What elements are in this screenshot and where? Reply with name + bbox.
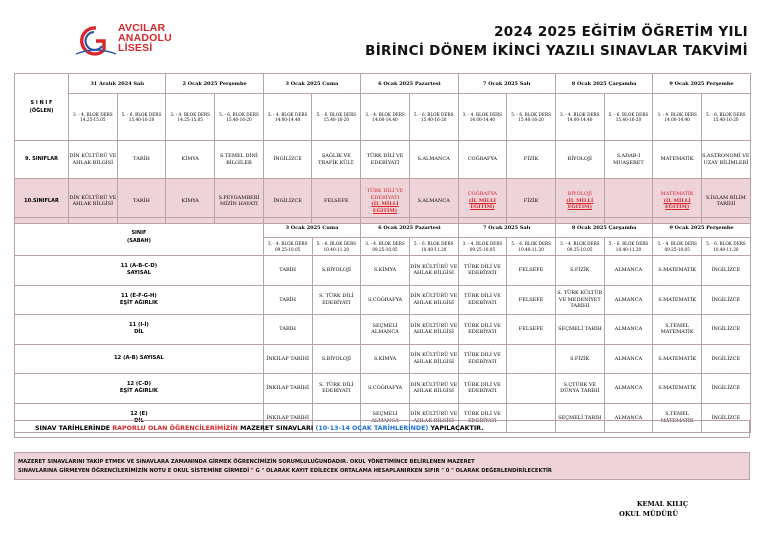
exam-cell: TÜRK DİLİ VE EDEBİYATI xyxy=(458,344,507,374)
exam-cell: İNKILAP TARİHİ xyxy=(263,344,312,374)
exam-cell: S.TEMEL MATEMATİK xyxy=(653,403,702,433)
exam-subject: TARİH xyxy=(133,197,150,204)
exam-cell xyxy=(409,141,458,179)
morning-sinif-label: SINIF (SABAH) xyxy=(15,218,264,256)
time-slot: 3. - 4. BLOK DERS 14.00-14.40 xyxy=(555,94,604,141)
time-slot: 5. - 6. BLOK DERS 10.40-11.20 xyxy=(702,238,751,256)
exam-subject: S.İSLAM BİLİM TARİHİ xyxy=(705,194,746,207)
exam-cell: S.MATEMATİK xyxy=(653,285,702,315)
time-slot: 5. - 6. BLOK DERS 15.40-16-20 xyxy=(312,94,361,141)
time-slot: 5. - 6. BLOK DERS 15.40-16-20 xyxy=(117,94,166,141)
time-slot: 5. - 6. BLOK DERS 15.40-16-20 xyxy=(215,94,264,141)
exam-cell: ALMANCA xyxy=(604,285,653,315)
date-header: 9 Ocak 2025 Perşembe xyxy=(653,218,750,238)
exam-subject: S.ALMANCA xyxy=(417,156,450,163)
exam-cell xyxy=(312,315,361,345)
class-label xyxy=(15,256,264,286)
exam-cell xyxy=(117,141,166,179)
exam-subject: TÜRK DİLİ VE EDEBİYATI xyxy=(366,153,404,166)
class-label: 9. SINIFLAR xyxy=(15,141,69,179)
exam-cell: DİN KÜLTÜRÜ VE AHLAK BİLGİSİ xyxy=(409,285,458,315)
exam-cell: S.MATEMATİK xyxy=(653,374,702,404)
exam-cell: TÜRK DİLİ VE EDEBİYATI xyxy=(458,403,507,433)
exam-cell xyxy=(458,141,507,179)
exam-subject: FİZİK xyxy=(523,197,539,204)
principal-title: OKUL MÜDÜRÜ xyxy=(619,510,678,518)
time-slot: 3. - 4. BLOK DERS 14.25-15.05 xyxy=(69,94,118,141)
class-label xyxy=(15,374,264,404)
date-header: 7 Ocak 2025 Salı xyxy=(458,74,555,94)
milli-egitim-tag: (İL MİLLİ EĞİTİM) xyxy=(371,201,399,214)
exam-cell: SEÇMELİ ALMANCA xyxy=(361,403,410,433)
exam-cell: DİN KÜLTÜRÜ VE AHLAK BİLGİSİ xyxy=(409,315,458,345)
date-header: 8 Ocak 2025 Çarşamba xyxy=(555,74,652,94)
exam-subject: DİN KÜLTÜRÜ VE AHLAK BİLGİSİ xyxy=(69,153,117,166)
exam-cell: İNGİLİZCE xyxy=(702,315,751,345)
time-slot: 3. - 4. BLOK DERS 14.00-14.40 xyxy=(653,94,702,141)
time-slot: 5. - 6. BLOK DERS 15.40-16-20 xyxy=(604,94,653,141)
date-header: 6 Ocak 2025 Pazartesi xyxy=(361,218,458,238)
exam-cell: ALMANCA xyxy=(604,315,653,345)
time-slot: 5. - 6. BLOK DERS 15.40-16-20 xyxy=(507,94,556,141)
time-slot: 3. - 4. BLOK DERS 09.25-10.05 xyxy=(361,238,410,256)
exam-subject: S.TEMEL DİNİ BİLGİLER xyxy=(220,153,258,166)
note-text-3: MAZERET SINAVLARI xyxy=(240,425,314,432)
exam-cell: S.COĞRAFYA xyxy=(361,374,410,404)
exam-cell: TÜRK DİLİ VE EDEBİYATI xyxy=(458,374,507,404)
exam-cell: DİN KÜLTÜRÜ VE AHLAK BİLGİSİ xyxy=(409,256,458,286)
exam-cell: SEÇMELİ TARİH xyxy=(555,403,604,433)
exam-cell: TÜRK DİLİ VE EDEBİYATI xyxy=(458,315,507,345)
milli-egitim-tag: (İL MİLLİ EĞİTİM) xyxy=(566,197,594,211)
exam-subject: DİN KÜLTÜRÜ VE AHLAK BİLGİSİ xyxy=(69,194,117,207)
warning-line-2: SINAVLARINA GİRMEYEN ÖĞRENCİLERİMİZİN NOTU E OKUL SİSTEMİNE GİRMEDİ " G " OLARAK KAYIT EDİLECEK ORTALAMA HESAPLANIRKEN SIFIR " 0 " OLARAK DEĞERLENDİRİLECEKTİR xyxy=(18,468,552,474)
date-header: 9 Ocak 2025 Perşembe xyxy=(653,74,750,94)
note-text-4: (10-13-14 OCAK TARİHLERİNDE) xyxy=(315,425,429,432)
time-slot: 3. - 4. BLOK DERS 09.25-10.05 xyxy=(458,238,507,256)
exam-cell: TARİH xyxy=(263,256,312,286)
class-label-text: 12 (C-D) EŞİT AĞIRLIK xyxy=(119,381,158,395)
exam-cell: S.BİYOLOJİ xyxy=(312,256,361,286)
page-subtitle: BİRİNCİ DÖNEM İKİNCİ YAZILI SINAVLAR TAKVİMİ xyxy=(365,43,748,59)
exam-cell: İNGİLİZCE xyxy=(702,256,751,286)
class-label xyxy=(15,315,264,345)
exam-cell: S.TEMEL MATEMATİK xyxy=(653,315,702,345)
time-slot: 3. - 4. BLOK DERS 14.25-15.05 xyxy=(166,94,215,141)
exam-cell: ALMANCA xyxy=(604,374,653,404)
makeup-warning-box xyxy=(14,452,750,480)
exam-cell: S. TÜRK DİLİ EDEBİYATI xyxy=(312,374,361,404)
exam-subject: S.ADAB-I MUAŞERET xyxy=(613,153,644,166)
exam-subject: BİYOLOJİ xyxy=(567,156,592,163)
exam-cell: ALMANCA xyxy=(604,256,653,286)
exam-subject: FELSEFE xyxy=(323,197,349,204)
exam-subject: MATEMATİK xyxy=(660,191,694,198)
exam-subject: COĞRAFYA xyxy=(467,191,498,198)
date-header: 7 Ocak 2025 Salı xyxy=(458,218,555,238)
exam-subject: BİYOLOJİ xyxy=(567,191,592,198)
milli-egitim-tag: (İL MİLLİ EĞİTİM) xyxy=(468,197,496,211)
exam-cell: FELSEFE xyxy=(507,315,556,345)
class-label-text: 12 (E) DİL xyxy=(130,410,148,424)
exam-cell: İNGİLİZCE xyxy=(702,344,751,374)
morning-schedule-table xyxy=(14,217,751,433)
exam-cell: S.COĞRAFYA xyxy=(361,285,410,315)
exam-cell: TARİH xyxy=(263,285,312,315)
exam-cell: İNGİLİZCE xyxy=(702,374,751,404)
warning-line-1: MAZERET SINAVLARINI TAKİP ETMEK VE SINAVLARA ZAMANINDA GİRMEK ÖĞRENCİMİZİN SORUMLULUĞUNDADIR. OKUL YÖNETİMİNCE BELİRLENEN MAZERET xyxy=(18,459,475,465)
milli-egitim-tag: (İL MİLLİ EĞİTİM) xyxy=(663,197,691,211)
table-row xyxy=(15,256,751,286)
time-slot: 5. - 6. BLOK DERS 15.40-16-20 xyxy=(701,94,750,141)
exam-cell: S. TÜRK KÜLTÜR VE MEDENİYET TARİHİ xyxy=(555,285,604,315)
exam-cell xyxy=(507,344,556,374)
exam-cell: İNGİLİZCE xyxy=(702,285,751,315)
exam-cell: İNGİLİZCE xyxy=(702,403,751,433)
date-header: 3 Ocak 2025 Cuma xyxy=(263,218,360,238)
exam-cell xyxy=(361,141,410,179)
exam-cell xyxy=(312,141,361,179)
exam-cell: TÜRK DİLİ VE EDEBİYATI xyxy=(458,256,507,286)
exam-cell: TÜRK DİLİ VE EDEBİYATI xyxy=(458,285,507,315)
exam-cell xyxy=(555,141,604,179)
exam-subject: İNGİLİZCE xyxy=(273,197,302,204)
time-slot: 3. - 4. BLOK DERS 14.00-14.40 xyxy=(458,94,507,141)
afternoon-sinif-label: S I N I F (ÖĞLEN) xyxy=(15,74,69,141)
time-slot: 5. - 6. BLOK DERS 15.40-16-20 xyxy=(409,94,458,141)
class-label-text: 11 (I-İ) DİL xyxy=(129,322,149,336)
exam-cell xyxy=(166,141,215,179)
class-label-text: 12 (A-B) SAYISAL xyxy=(114,355,164,362)
table-row xyxy=(15,374,751,404)
exam-cell: İNKILAP TARİHİ xyxy=(263,374,312,404)
exam-cell: DİN KÜLTÜRÜ VE AHLAK BİLGİSİ xyxy=(409,344,458,374)
exam-cell xyxy=(507,374,556,404)
exam-cell: ALMANCA xyxy=(604,403,653,433)
exam-cell xyxy=(69,141,118,179)
class-label xyxy=(15,344,264,374)
exam-subject: SAĞLIK VE TRAFİK KÜLT. xyxy=(318,153,355,166)
makeup-exam-note xyxy=(14,420,750,438)
table-row xyxy=(15,344,751,374)
time-slot: 3. - 4. BLOK DERS 14.00-14.40 xyxy=(263,94,312,141)
exam-cell: S.MATEMATİK xyxy=(653,344,702,374)
exam-cell: FELSEFE xyxy=(507,256,556,286)
class-label: 10.SINIFLAR xyxy=(15,179,69,224)
page-title: 2024 2025 EĞİTİM ÖĞRETİM YILI xyxy=(494,24,748,40)
exam-cell: S.BİYOLOJİ xyxy=(312,344,361,374)
exam-subject: TÜRK DİLİ VE EDEBİYATI xyxy=(366,188,404,201)
time-slot: 3. - 4. BLOK DERS 09.25-10.05 xyxy=(263,238,312,256)
exam-cell: S.FİZİK xyxy=(555,256,604,286)
exam-subject: FİZİK xyxy=(523,156,539,163)
exam-cell: SEÇMELİ ALMANCA xyxy=(361,315,410,345)
time-slot: 5. - 6. BLOK DERS 10.40-11.20 xyxy=(409,238,458,256)
exam-cell: S.FİZİK xyxy=(555,344,604,374)
time-slot: 3. - 4. BLOK DERS 09.25-10.05 xyxy=(555,238,604,256)
exam-cell xyxy=(263,141,312,179)
date-header: 8 Ocak 2025 Çarşamba xyxy=(555,218,652,238)
date-header: 3 Ocak 2025 Cuma xyxy=(263,74,360,94)
exam-cell: SEÇMELİ TARİH xyxy=(555,315,604,345)
date-header: 31 Aralık 2024 Salı xyxy=(69,74,166,94)
class-label-text: 11 (E-F-G-H) EŞİT AĞIRLIK xyxy=(119,292,158,306)
exam-subject: S.ALMANCA xyxy=(417,197,450,204)
exam-cell xyxy=(604,141,653,179)
date-header: 6 Ocak 2025 Pazartesi xyxy=(361,74,458,94)
exam-cell xyxy=(701,141,750,179)
school-emblem-icon xyxy=(74,24,118,58)
time-slot: 5. - 6. BLOK DERS 10.40-11.20 xyxy=(604,238,653,256)
exam-cell xyxy=(507,141,556,179)
exam-subject: MATEMATİK xyxy=(660,156,694,163)
exam-cell: İNKILAP TARİHİ xyxy=(263,403,312,433)
exam-cell: FELSEFE xyxy=(507,285,556,315)
note-text-5: YAPILACAKTIR. xyxy=(430,425,484,432)
exam-cell: S. TÜRK DİLİ EDEBİYATI xyxy=(312,285,361,315)
exam-subject: KİMYA xyxy=(181,197,199,204)
time-slot: 5. - 6. BLOK DERS 10.40-11.20 xyxy=(507,238,556,256)
principal-name: KEMAL KILIÇ xyxy=(636,500,688,508)
exam-subject: S.PEYGAMBERİ MİZİN HAYATI xyxy=(218,194,260,207)
date-header: 2 Ocak 2025 Perşembe xyxy=(166,74,263,94)
school-logo xyxy=(74,20,214,60)
logo-line-2: ANADOLU xyxy=(118,32,172,44)
exam-cell xyxy=(653,141,702,179)
exam-cell: S.KİMYA xyxy=(361,344,410,374)
note-text-1: SINAV TARİHLERİNDE xyxy=(35,425,111,432)
class-label xyxy=(15,285,264,315)
table-row xyxy=(15,285,751,315)
exam-cell: S.KİMYA xyxy=(361,256,410,286)
exam-subject: TARİH xyxy=(133,156,150,163)
logo-line-1: AVCILAR xyxy=(118,22,166,34)
logo-line-3: LİSESİ xyxy=(118,42,153,54)
time-slot: 3. - 4. BLOK DERS 09.25-10.05 xyxy=(653,238,702,256)
time-slot: 3. - 4. BLOK DERS 14.00-14.40 xyxy=(361,94,410,141)
exam-subject: COĞRAFYA xyxy=(467,156,498,163)
exam-subject: KİMYA xyxy=(181,156,199,163)
exam-cell: TARİH xyxy=(263,315,312,345)
exam-subject: İNGİLİZCE xyxy=(273,156,302,163)
exam-cell xyxy=(215,141,264,179)
table-row xyxy=(15,315,751,345)
exam-cell: ALMANCA xyxy=(604,344,653,374)
exam-cell: S.ÇTÜRK VE DÜNYA TARİHİ xyxy=(555,374,604,404)
exam-cell: DİN KÜLTÜRÜ VE AHLAK BİLGİSİ xyxy=(409,403,458,433)
time-slot: 5. - 6. BLOK DERS 10.40-11.20 xyxy=(312,238,361,256)
exam-cell: DİN KÜLTÜRÜ VE AHLAK BİLGİSİ xyxy=(409,374,458,404)
note-text-2: RAPORLU OLAN ÖĞRENCİLERİMİZİN xyxy=(112,425,238,432)
exam-cell: S.MATEMATİK xyxy=(653,256,702,286)
class-label-text: 11 (A-B-C-D) SAYISAL xyxy=(120,263,158,277)
afternoon-schedule-table xyxy=(14,73,751,224)
exam-subject: S.ASTRONOMİ VE UZAY BİLİMLERİ xyxy=(702,153,750,166)
